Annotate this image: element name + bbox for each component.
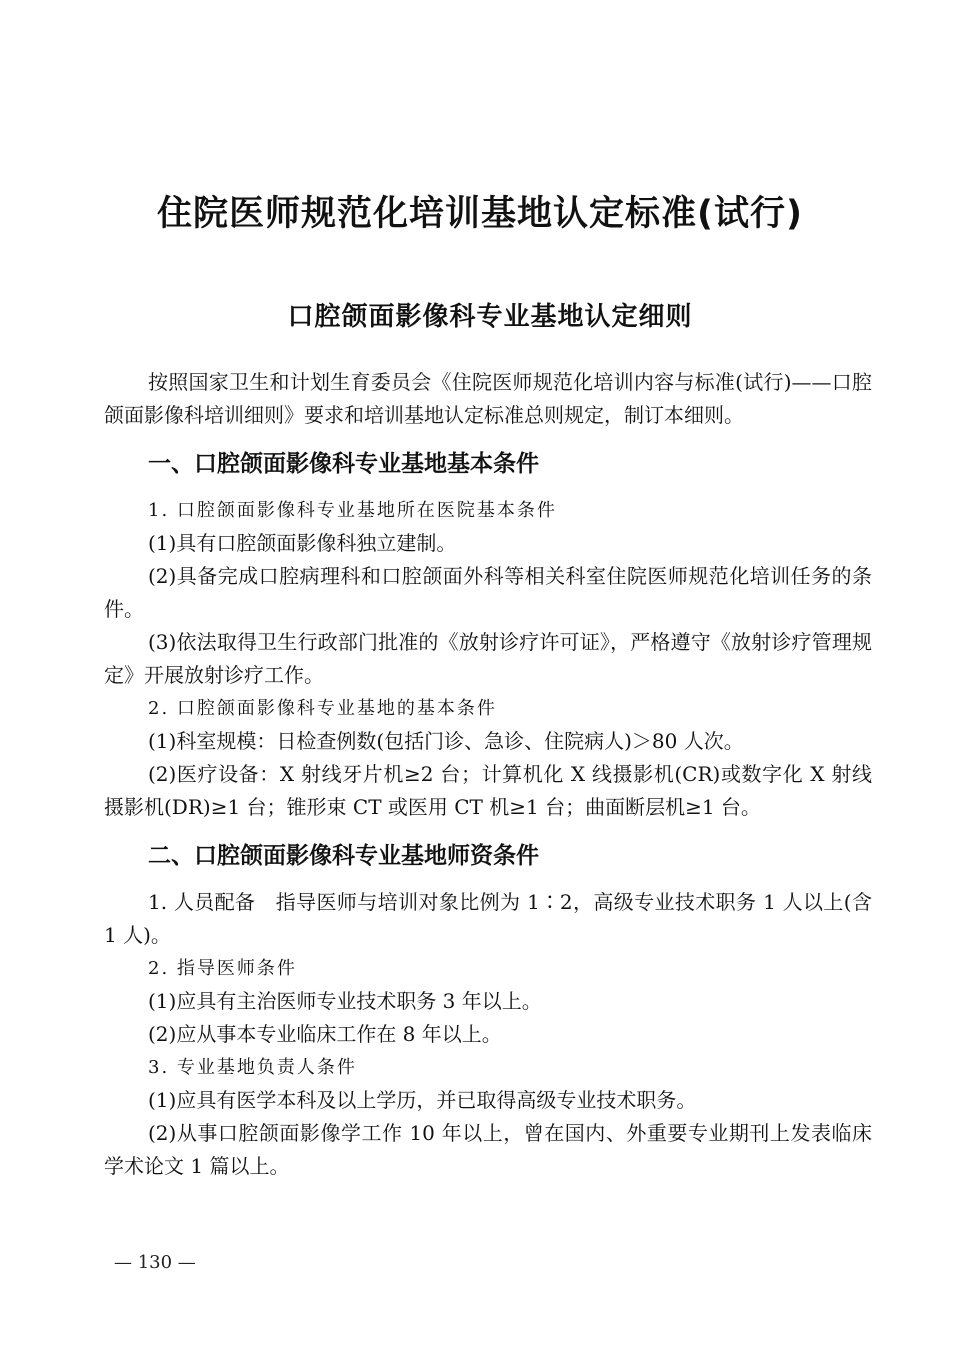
- section2-item-3: 3. 专业基地负责人条件: [148, 1057, 357, 1078]
- document-body: [104, 366, 872, 1183]
- intro-paragraph: 按照国家卫生和计划生育委员会《住院医师规范化培训内容与标准(试行)——口腔颌面影像科培训细则》要求和培训基地认定标准总则规定，制订本细则。: [104, 370, 872, 427]
- section2-item-3-1: (1)应具有医学本科及以上学历，并已取得高级专业技术职务。: [148, 1088, 697, 1112]
- section1-item-1-2: (2)具备完成口腔病理科和口腔颌面外科等相关科室住院医师规范化培训任务的条件。: [104, 564, 872, 621]
- section1-item-2-1: (1)科室规模：日检查例数(包括门诊、急诊、住院病人)＞80 人次。: [148, 729, 744, 753]
- section2-item-1: 1. 人员配备 指导医师与培训对象比例为 1∶2，高级专业技术职务 1 人以上(含 1 人)。: [104, 890, 872, 947]
- section2-item-2-2: (2)应从事本专业临床工作在 8 年以上。: [148, 1022, 502, 1046]
- section1-item-1: 1. 口腔颌面影像科专业基地所在医院基本条件: [148, 500, 557, 521]
- main-title: 住院医师规范化培训基地认定标准(试行): [157, 194, 803, 234]
- sub-title: 口腔颌面影像科专业基地认定细则: [287, 302, 693, 332]
- section1-item-1-1: (1)具有口腔颌面影像科独立建制。: [148, 531, 457, 555]
- section1-item-1-3: (3)依法取得卫生行政部门批准的《放射诊疗许可证》，严格遵守《放射诊疗管理规定》开展放射诊疗工作。: [104, 630, 872, 687]
- section1-item-2: 2. 口腔颌面影像科专业基地的基本条件: [148, 698, 497, 719]
- section2-item-2-1: (1)应具有主治医师专业技术职务 3 年以上。: [148, 989, 542, 1013]
- section2-item-3-2: (2)从事口腔颌面影像学工作 10 年以上，曾在国内、外重要专业期刊上发表临床学术论文 1 篇以上。: [104, 1121, 872, 1178]
- section1-item-2-2: (2)医疗设备：X 射线牙片机≥2 台；计算机化 X 线摄影机(CR)或数字化 X 射线摄影机(DR)≥1 台；锥形束 CT 或医用 CT 机≥1 台；曲面断层机≥1 台。: [104, 762, 872, 819]
- page-number: — 130 —: [114, 1252, 196, 1273]
- section2-item-2: 2. 指导医师条件: [148, 958, 297, 979]
- section-heading-2: 二、口腔颌面影像科专业基地师资条件: [148, 843, 539, 869]
- section-heading-1: 一、口腔颌面影像科专业基地基本条件: [148, 451, 539, 477]
